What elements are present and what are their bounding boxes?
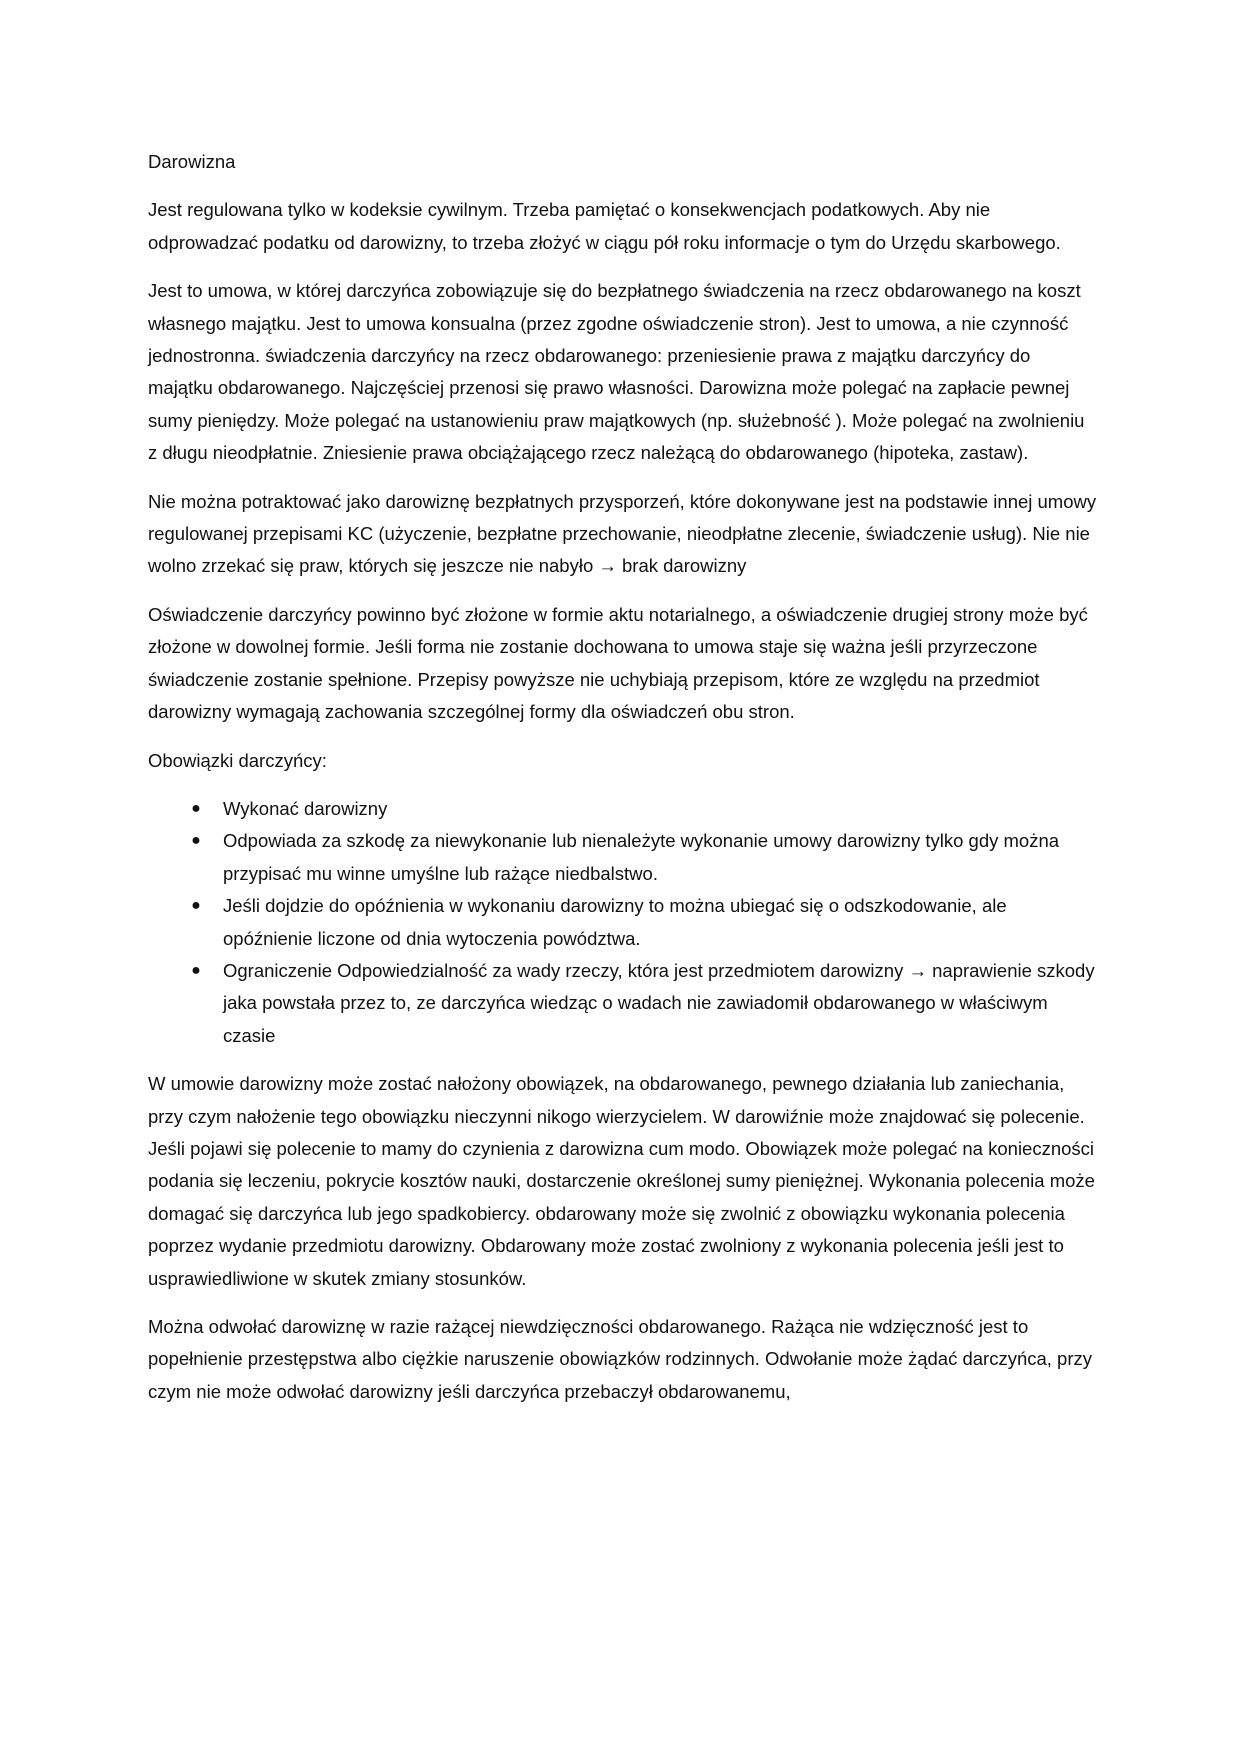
list-item <box>148 825 1098 890</box>
list-item-text: Wykonać darowizny <box>223 797 388 819</box>
list-item <box>148 793 1098 825</box>
paragraph-form-requirements: Oświadczenie darczyńcy powinno być złożone w formie aktu notarialnego, a oświadczenie drugiej strony może być złożone w dowolnej formie. Jeśli forma nie zostanie dochowana to umowa staje się ważna jeśli przyrzeczone świadczenie zostanie spełnione. Przepisy powyższe nie uchybiają przepisom, które ze względu na przedmiot darowizny wymagają zachowania szczególnej formy dla oświadczeń obu stron. <box>148 603 1088 723</box>
bullet-icon: ● <box>191 799 201 817</box>
paragraph-tax-info: Jest regulowana tylko w kodeksie cywilnym. Trzeba pamiętać o konsekwencjach podatkowych. Aby nie odprowadzać podatku od darowizny, to trzeba złożyć w ciągu pół roku informacje o tym do Urzędu skarbowego. <box>148 199 1061 253</box>
bullet-icon: ● <box>191 832 201 850</box>
bullet-icon: ● <box>191 961 201 979</box>
list-item <box>148 890 1098 955</box>
list-item <box>148 955 1098 1052</box>
paragraph-obligation-command: W umowie darowizny może zostać nałożony obowiązek, na obdarowanego, pewnego działania lub zaniechania, przy czym nałożenie tego obowiązku nieczynni nikogo wierzycielem. W darowiźnie może znajdować się polecenie. Jeśli pojawi się polecenie to mamy do czynienia z darowizna cum modo. Obowiązek może polegać na konieczności podania się leczeniu, pokrycie kosztów nauki, dostarczenie określonej sumy pieniężnej. Wykonania polecenia może domagać się darczyńca lub jego spadkobiercy. obdarowany może się zwolnić z obowiązku wykonania polecenia poprzez wydanie przedmiotu darowizny. Obdarowany może zostać zwolniony z wykonania polecenia jeśli jest to usprawiedliwione w skutek zmiany stosunków. <box>148 1073 1095 1289</box>
paragraph-not-donation: Nie można potraktować jako darowiznę bezpłatnych przysporzeń, które dokonywane jest na podstawie innej umowy regulowanej przepisami KC (użyczenie, bezpłatne przechowanie, nieodpłatne zlecenie, świadczenie usług). Nie nie wolno zrzekać się praw, których się jeszcze nie nabyło → brak darowizny <box>148 490 1097 577</box>
obligations-heading: Obowiązki darczyńcy: <box>148 749 327 771</box>
document-page <box>148 146 1098 1424</box>
obligations-list <box>148 793 1098 1052</box>
list-item-text: Ograniczenie Odpowiedzialność za wady rzeczy, która jest przedmiotem darowizny → naprawienie szkody jaka powstała przez to, ze darczyńca wiedząc o wadach nie zawiadomił obdarowanego w właściwym czasie <box>223 959 1095 1046</box>
paragraph-revocation: Można odwołać darowiznę w razie rażącej niewdzięczności obdarowanego. Rażąca nie wdzięczność jest to popełnienie przestępstwa albo ciężkie naruszenie obowiązków rodzinnych. Odwołanie może żądać darczyńca, przy czym nie może odwołać darowizny jeśli darczyńca przebaczył obdarowanemu, <box>148 1316 1093 1402</box>
document-title: Darowizna <box>148 151 236 172</box>
bullet-icon: ● <box>191 897 201 915</box>
list-item-text: Jeśli dojdzie do opóźnienia w wykonaniu darowizny to można ubiegać się o odszkodowanie, ale opóźnienie liczone od dnia wytoczenia powództwa. <box>223 895 1007 949</box>
paragraph-contract-definition: Jest to umowa, w której darczyńca zobowiązuje się do bezpłatnego świadczenia na rzecz obdarowanego na koszt własnego majątku. Jest to umowa konsualna (przez zgodne oświadczenie stron). Jest to umowa, a nie czynność jednostronna. świadczenia darczyńcy na rzecz obdarowanego: przeniesienie prawa z majątku darczyńcy do majątku obdarowanego. Najczęściej przenosi się prawo własności. Darowizna może polegać na zapłacie pewnej sumy pieniędzy. Może polegać na ustanowieniu praw majątkowych (np. służebność ). Może polegać na zwolnieniu z długu nieodpłatnie. Zniesienie prawa obciążającego rzecz należącą do obdarowanego (hipoteka, zastaw). <box>148 280 1085 464</box>
list-item-text: Odpowiada za szkodę za niewykonanie lub nienależyte wykonanie umowy darowizny tylko gdy można przypisać mu winne umyślne lub rażące niedbalstwo. <box>223 830 1060 884</box>
